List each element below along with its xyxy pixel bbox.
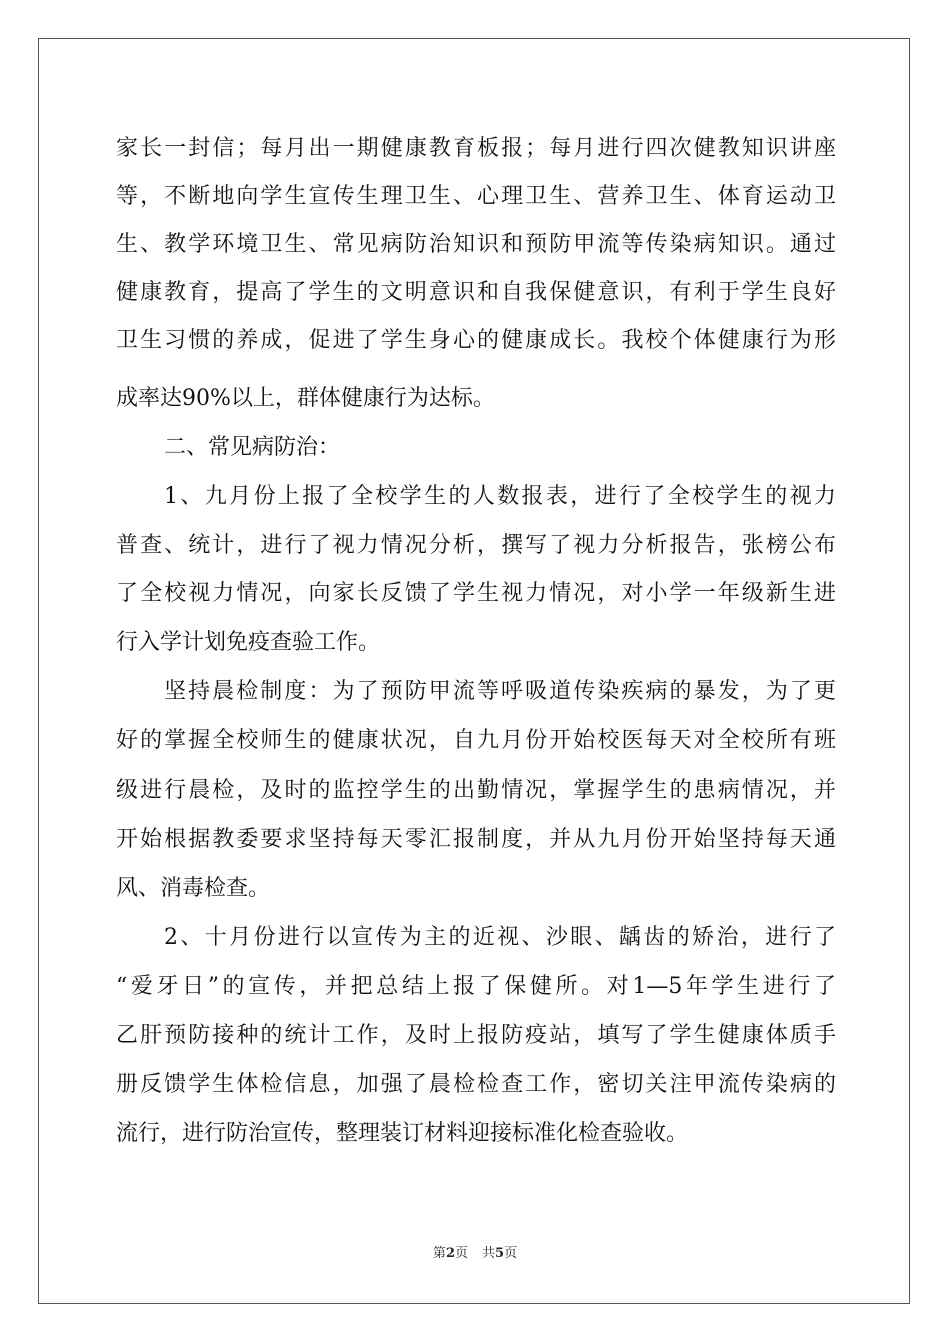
body-line: 坚持晨检制度：为了预防甲流等呼吸道传染疾病的暴发，为了更 <box>164 679 836 704</box>
body-line: 2、十月份进行以宣传为主的近视、沙眼、龋齿的矫治，进行了 <box>164 925 836 950</box>
body-line: 健康教育，提高了学生的文明意识和自我保健意识，有利于学生良好 <box>116 280 836 305</box>
page-total-suffix: 页 <box>504 1246 518 1261</box>
body-line: 生、教学环境卫生、常见病防治知识和预防甲流等传染病知识。通过 <box>116 232 836 257</box>
body-line: 行入学计划免疫查验工作。 <box>116 630 381 655</box>
page-total-prefix: 共 <box>482 1246 496 1261</box>
page-number-prefix: 第 <box>432 1246 446 1261</box>
body-line: 乙肝预防接种的统计工作，及时上报防疫站，填写了学生健康体质手 <box>116 1023 836 1048</box>
body-line: 等，不断地向学生宣传生理卫生、心理卫生、营养卫生、体育运动卫 <box>116 184 836 209</box>
page-number-suffix: 页 <box>454 1246 468 1261</box>
body-line: 风、消毒检查。 <box>116 876 271 901</box>
body-line: 级进行晨检，及时的监控学生的出勤情况，掌握学生的患病情况，并 <box>116 778 836 803</box>
body-line: 了全校视力情况，向家长反馈了学生视力情况，对小学一年级新生进 <box>116 581 836 606</box>
body-line: 成率达90%以上，群体健康行为达标。 <box>116 386 495 411</box>
body-line: 家长一封信；每月出一期健康教育板报；每月进行四次健教知识讲座 <box>116 136 836 161</box>
page-total: 5 <box>495 1246 505 1261</box>
section-heading: 二、常见病防治： <box>164 435 341 460</box>
body-line: 好的掌握全校师生的健康状况，自九月份开始校医每天对全校所有班 <box>116 728 836 753</box>
body-line: 1、九月份上报了全校学生的人数报表，进行了全校学生的视力 <box>164 484 836 509</box>
body-line: 卫生习惯的养成，促进了学生身心的健康成长。我校个体健康行为形 <box>116 328 836 353</box>
body-line: 普查、统计，进行了视力情况分析，撰写了视力分析报告，张榜公布 <box>116 533 836 558</box>
body-line: 册反馈学生体检信息，加强了晨检检查工作，密切关注甲流传染病的 <box>116 1072 836 1097</box>
body-line: “爱牙日”的宣传，并把总结上报了保健所。对1—5年学生进行了 <box>116 974 836 999</box>
body-line: 流行，进行防治宣传，整理装订材料迎接标准化检查验收。 <box>116 1121 689 1146</box>
page-number: 2 <box>445 1246 455 1261</box>
page-footer <box>0 1244 950 1264</box>
body-line: 开始根据教委要求坚持每天零汇报制度，并从九月份开始坚持每天通 <box>116 827 836 852</box>
